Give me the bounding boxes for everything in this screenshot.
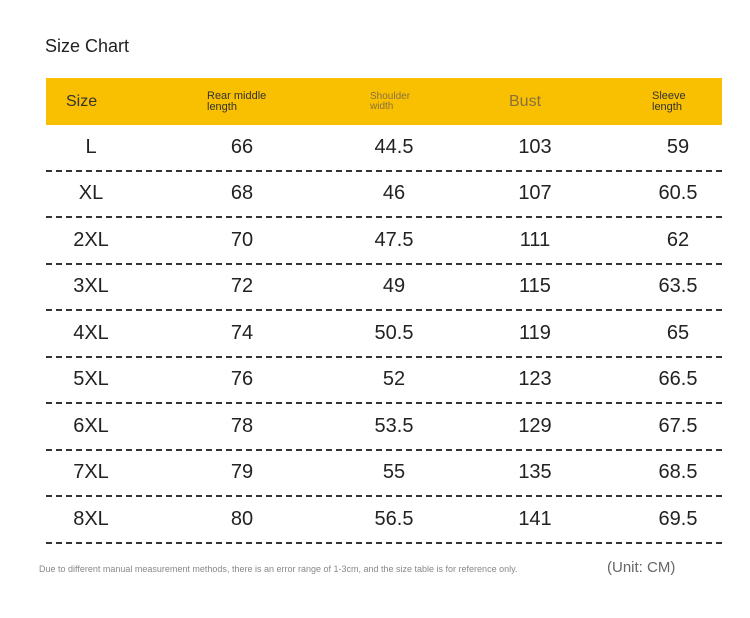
cell-rear-length: 79: [230, 461, 254, 483]
header-bust: Bust: [509, 92, 542, 110]
cell-bust: 135: [518, 461, 552, 483]
cell-size: XL: [78, 182, 104, 204]
cell-size: 4XL: [73, 321, 109, 344]
cell-shoulder-width: 50.5: [374, 321, 414, 344]
size-table-body: [46, 125, 722, 544]
cell-rear-length: 68: [230, 182, 254, 204]
cell-rear-length: 72: [230, 275, 254, 297]
header-sleeve-line2: length: [652, 100, 682, 113]
table-row: [46, 404, 722, 451]
cell-shoulder-width: 55: [382, 461, 406, 483]
cell-sleeve-length: 62: [666, 228, 690, 251]
cell-size: L: [85, 135, 97, 158]
table-row: [46, 311, 722, 358]
table-row: [46, 497, 722, 544]
header-sleeve-length: [652, 78, 712, 125]
table-row: [46, 172, 722, 219]
cell-sleeve-length: 66.5: [658, 368, 698, 390]
table-row: [46, 218, 722, 265]
table-row: [46, 125, 722, 172]
cell-bust: 107: [518, 182, 552, 204]
cell-shoulder-width: 56.5: [374, 507, 414, 530]
header-rear-middle-length: [207, 78, 297, 125]
cell-size: 3XL: [73, 275, 109, 297]
cell-rear-length: 78: [230, 414, 254, 437]
header-rear-line1: Rear middle: [207, 89, 267, 102]
table-row: [46, 265, 722, 312]
header-shoulder-line2: width: [370, 100, 394, 112]
cell-shoulder-width: 47.5: [374, 228, 414, 251]
page-title: Size Chart: [45, 36, 130, 56]
cell-bust: 115: [519, 275, 551, 297]
header-size: Size: [66, 92, 98, 110]
table-row: [46, 451, 722, 498]
cell-rear-length: 66: [230, 135, 254, 158]
cell-shoulder-width: 53.5: [374, 414, 414, 437]
cell-shoulder-width: 46: [382, 182, 406, 204]
header-shoulder-line1: Shoulder: [370, 90, 411, 102]
cell-rear-length: 70: [230, 228, 254, 251]
cell-bust: 119: [519, 321, 551, 344]
header-shoulder-width: [370, 78, 440, 125]
cell-shoulder-width: 52: [382, 368, 406, 390]
cell-rear-length: 76: [230, 368, 254, 390]
cell-bust: 129: [518, 414, 552, 437]
cell-bust: 103: [518, 135, 552, 158]
header-rear-line2: length: [207, 100, 237, 113]
cell-bust: 141: [518, 507, 552, 530]
table-row: [46, 358, 722, 405]
cell-size: 6XL: [73, 414, 109, 437]
header-sleeve-line1: Sleeve: [652, 89, 686, 102]
cell-shoulder-width: 44.5: [374, 135, 414, 158]
cell-bust: 123: [518, 368, 552, 390]
cell-size: 2XL: [73, 228, 109, 251]
table-header: [46, 78, 722, 125]
cell-rear-length: 74: [230, 321, 254, 344]
measurement-note: Due to different manual measurement methods, there is an error range of 1-3cm, and the size table is for reference only.: [39, 564, 518, 574]
cell-sleeve-length: 60.5: [658, 182, 698, 204]
cell-size: 7XL: [73, 461, 109, 483]
cell-sleeve-length: 65: [666, 321, 690, 344]
cell-size: 8XL: [73, 507, 109, 530]
unit-label: (Unit: CM): [607, 559, 676, 576]
cell-rear-length: 80: [230, 507, 254, 530]
cell-shoulder-width: 49: [382, 275, 406, 297]
cell-sleeve-length: 63.5: [658, 275, 698, 297]
cell-sleeve-length: 67.5: [658, 414, 698, 437]
cell-size: 5XL: [73, 368, 109, 390]
cell-sleeve-length: 59: [666, 135, 690, 158]
cell-sleeve-length: 69.5: [658, 507, 698, 530]
cell-sleeve-length: 68.5: [658, 461, 698, 483]
cell-bust: 111: [519, 228, 551, 251]
